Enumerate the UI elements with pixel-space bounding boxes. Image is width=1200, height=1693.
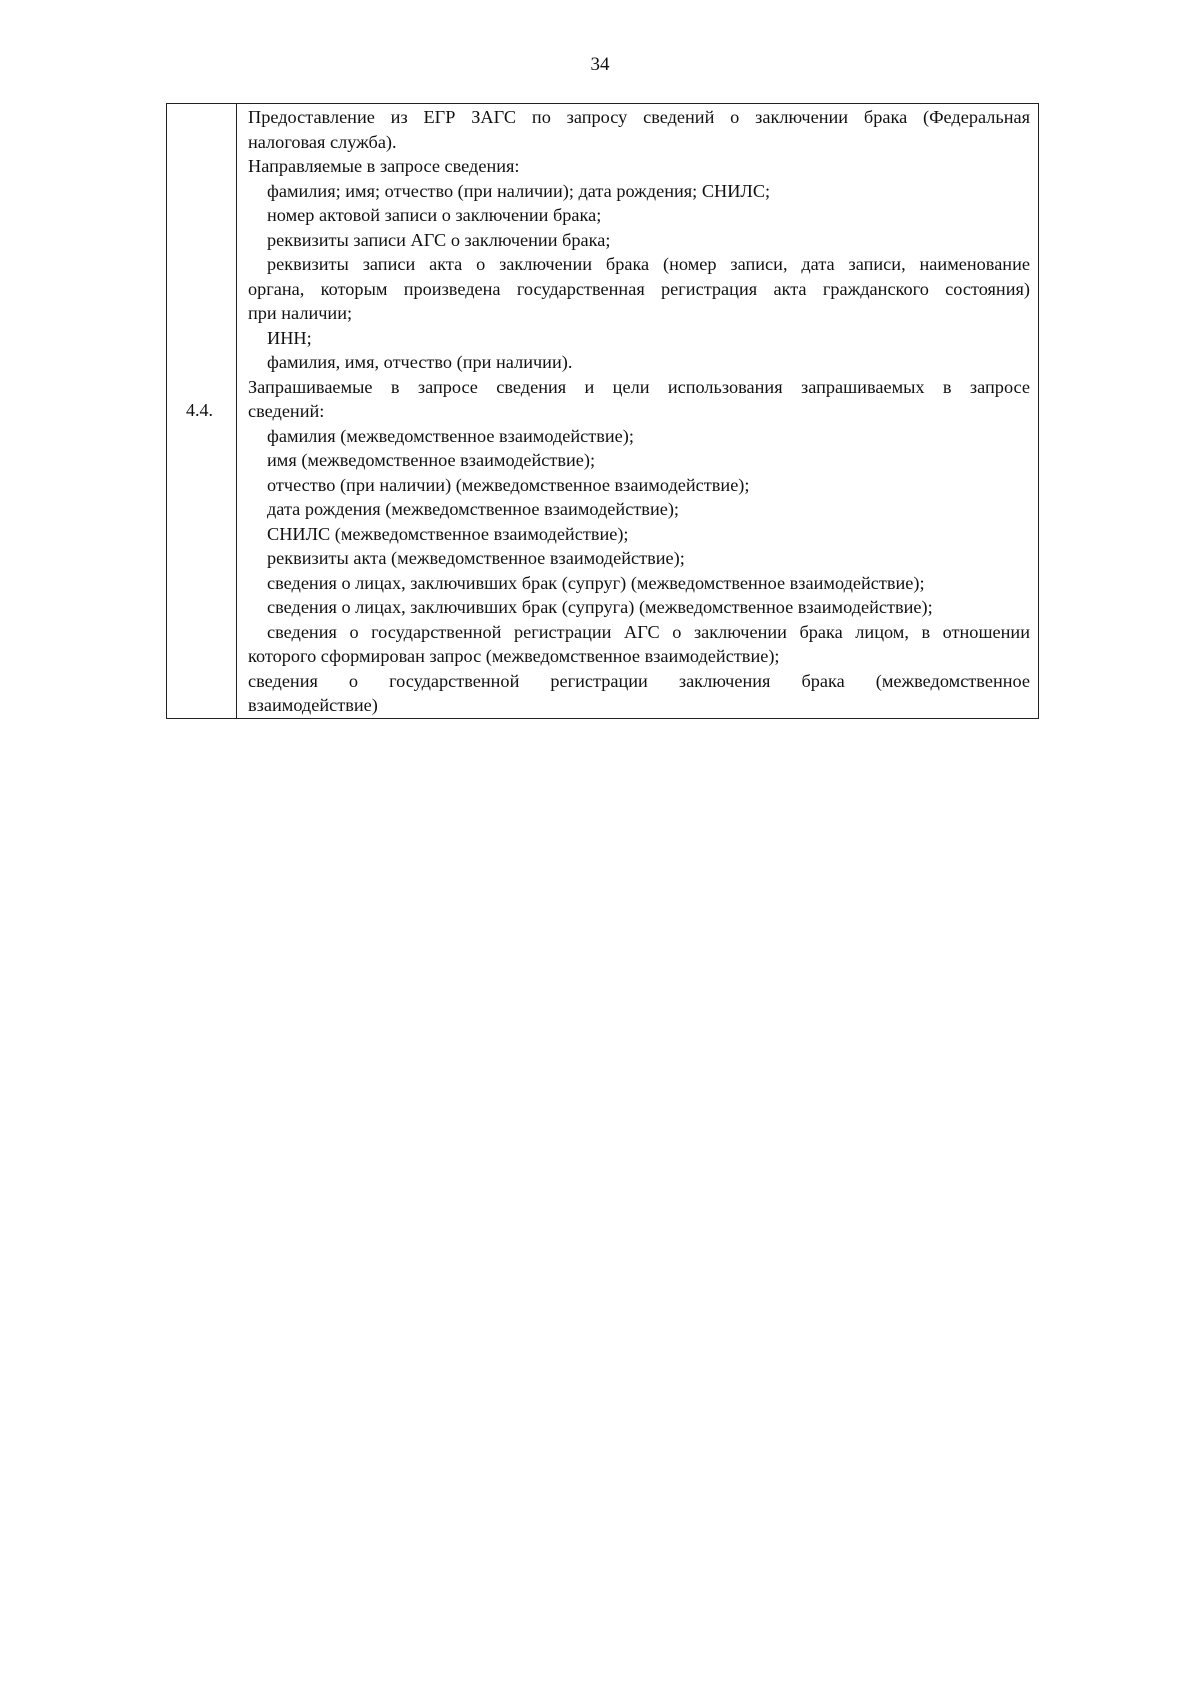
content-line: ИНН; (267, 327, 312, 348)
row-number: 4.4. (186, 400, 213, 421)
content-line: налоговая служба). (248, 131, 397, 152)
content-line: которого сформирован запрос (межведомственное взаимодействие); (248, 646, 780, 666)
content-line: сведения о государственной регистрации АГС о заключении брака лицом, в отношении (267, 621, 1030, 642)
row-number-cell (167, 104, 237, 719)
row-content-cell (237, 104, 1039, 719)
content-line: фамилия, имя, отчество (при наличии). (267, 352, 573, 372)
document-table (166, 103, 1039, 719)
content-line: фамилия; имя; отчество (при наличии); дата рождения; СНИЛС; (267, 180, 771, 201)
content-line: при наличии; (248, 303, 353, 323)
content-line: номер актовой записи о заключении брака; (267, 205, 602, 225)
content-line: сведения о лицах, заключивших брак (супруг) (межведомственное взаимодействие); (267, 572, 925, 593)
content-line: сведения о лицах, заключивших брак (супруга) (межведомственное взаимодействие); (267, 597, 933, 617)
content-line: сведения о государственной регистрации заключения брака (межведомственное (248, 670, 1030, 691)
content-line: фамилия (межведомственное взаимодействие); (267, 425, 634, 446)
content-line: реквизиты записи АГС о заключении брака; (267, 229, 611, 250)
content-line: взаимодействие) (248, 695, 378, 715)
content-line: СНИЛС (межведомственное взаимодействие); (267, 523, 629, 544)
content-line: реквизиты акта (межведомственное взаимодействие); (267, 548, 685, 568)
section-heading-sent: Направляемые в запросе сведения: (248, 156, 520, 176)
content-line: органа, которым произведена государственная регистрация акта гражданского состояния) (248, 278, 1030, 299)
content-line: реквизиты записи акта о заключении брака (номер записи, дата записи, наименование (267, 254, 1030, 274)
page-number: 34 (590, 54, 610, 75)
content-line: Предоставление из ЕГР ЗАГС по запросу сведений о заключении брака (Федеральная (248, 107, 1030, 127)
table-row (167, 104, 1039, 719)
content-line: дата рождения (межведомственное взаимодействие); (267, 499, 680, 519)
content-line: имя (межведомственное взаимодействие); (267, 450, 596, 470)
content-line: сведений: (248, 401, 325, 421)
content-line: отчество (при наличии) (межведомственное взаимодействие); (267, 474, 750, 495)
section-heading-requested: Запрашиваемые в запросе сведения и цели использования запрашиваемых в запросе (248, 376, 1030, 397)
